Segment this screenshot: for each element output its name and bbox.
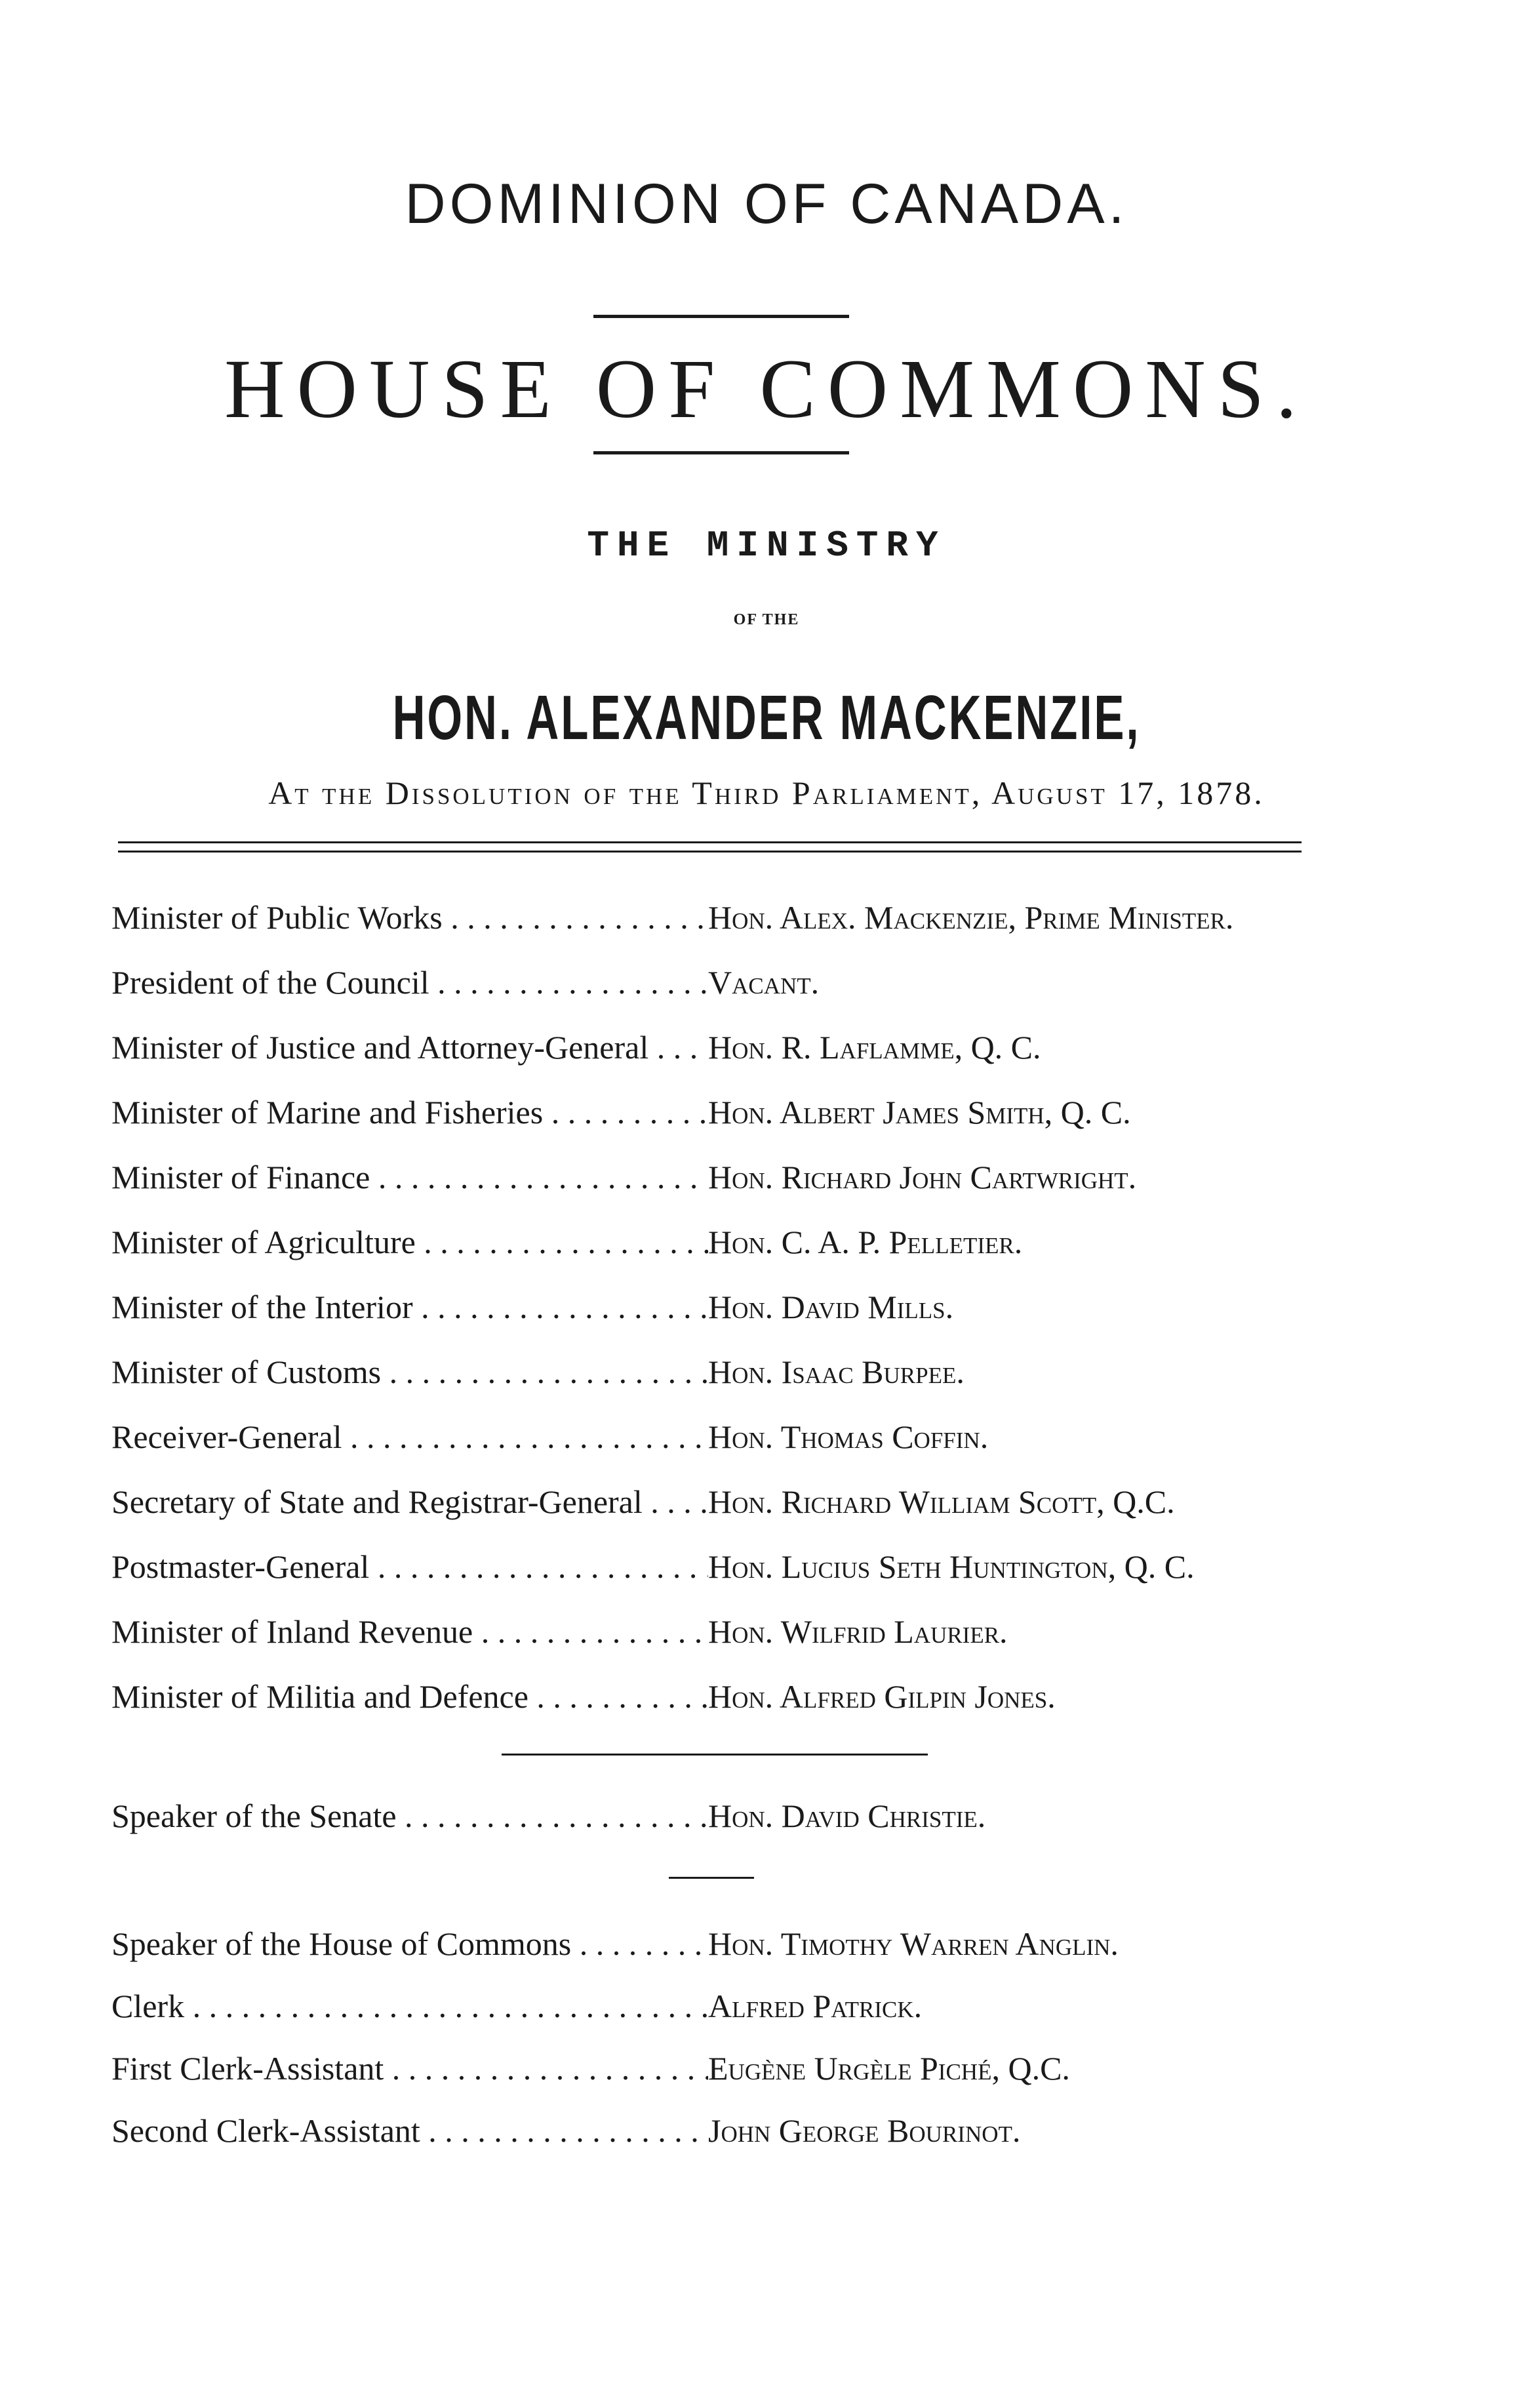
list-item (0, 1483, 1533, 1535)
office-holder: Alfred Patrick. (708, 1988, 923, 2024)
office-title: Second Clerk-Assistant . . . (111, 2112, 708, 2150)
ministry-heading: THE MINISTRY (587, 525, 946, 567)
office-holder: Hon. Wilfrid Laurier. (708, 1613, 1008, 1650)
office-title: Minister of Marine and Fisheries . . . (111, 1093, 708, 1131)
of-the-label: OF THE (733, 611, 800, 628)
list-item (0, 1677, 1533, 1730)
office-holder: Hon. David Mills. (708, 1289, 954, 1325)
divider-rule (502, 1754, 928, 1756)
office-title: Minister of Militia and Defence . . . (111, 1677, 708, 1716)
office-title: Speaker of the Senate . . . (111, 1797, 708, 1835)
office-title: Minister of Inland Revenue . . . (111, 1613, 708, 1651)
list-item (0, 1987, 1533, 2039)
list-item (0, 1613, 1533, 1665)
office-title: Clerk . . . (111, 1987, 708, 2025)
country-heading: DOMINION OF CANADA. (405, 172, 1128, 235)
divider-rule (593, 315, 849, 318)
office-holder: John George Bourinot. (708, 2112, 1021, 2149)
list-item (0, 1028, 1533, 1081)
office-holder: Hon. Isaac Burpee. (708, 1354, 965, 1390)
prime-minister-name: HON. ALEXANDER MACKENZIE, (392, 683, 1141, 753)
list-item (0, 1418, 1533, 1470)
office-title: Minister of Justice and Attorney-General . . . (111, 1028, 708, 1066)
office-holder: Hon. R. Laflamme, Q. C. (708, 1029, 1041, 1066)
office-holder: Hon. David Christie. (708, 1797, 986, 1834)
page-title: HOUSE OF COMMONS. (224, 342, 1309, 435)
office-holder: Hon. Alfred Gilpin Jones. (708, 1678, 1056, 1715)
list-item (0, 1093, 1533, 1146)
office-holder: Hon. Richard John Cartwright. (708, 1159, 1137, 1195)
list-item (0, 963, 1533, 1016)
list-item (0, 1158, 1533, 1211)
list-item (0, 2049, 1533, 2102)
office-title: Minister of Agriculture . . . (111, 1223, 708, 1261)
office-title: Secretary of State and Registrar-General . . . (111, 1483, 708, 1521)
office-holder: Hon. C. A. P. Pelletier. (708, 1224, 1023, 1260)
divider-rule (593, 451, 849, 454)
list-item (0, 1223, 1533, 1275)
office-title: Minister of the Interior . . . (111, 1288, 708, 1326)
office-holder: Hon. Timothy Warren Anglin. (708, 1925, 1119, 1962)
office-holder: Hon. Richard William Scott, Q.C. (708, 1483, 1175, 1520)
office-holder: Hon. Alex. Mackenzie, Prime Minister. (708, 899, 1234, 936)
office-holder: Eugène Urgèle Piché, Q.C. (708, 2050, 1070, 2087)
office-title: Speaker of the House of Commons . . . (111, 1925, 708, 1963)
divider-rule (669, 1877, 754, 1879)
double-rule-top (118, 841, 1302, 843)
office-title: President of the Council . . . (111, 963, 708, 1001)
office-holder: Vacant. (708, 964, 820, 1001)
office-title: First Clerk-Assistant . . . (111, 2049, 708, 2087)
list-item (0, 1288, 1533, 1340)
dissolution-line: At the Dissolution of the Third Parliament, August 17, 1878. (268, 774, 1265, 811)
list-item (0, 1548, 1533, 1600)
list-item (0, 1353, 1533, 1405)
office-holder: Hon. Albert James Smith, Q. C. (708, 1094, 1131, 1131)
double-rule-bottom (118, 851, 1302, 853)
list-item (0, 898, 1533, 951)
office-title: Postmaster-General . . . (111, 1548, 708, 1586)
office-title: Receiver-General . . . (111, 1418, 708, 1456)
list-item (0, 2112, 1533, 2164)
office-title: Minister of Customs . . . (111, 1353, 708, 1391)
list-item (0, 1925, 1533, 1977)
office-title: Minister of Finance . . . (111, 1158, 708, 1196)
office-title: Minister of Public Works . . . (111, 898, 708, 936)
office-holder: Hon. Thomas Coffin. (708, 1418, 989, 1455)
office-holder: Hon. Lucius Seth Huntington, Q. C. (708, 1548, 1195, 1585)
senate-speaker-row (0, 1797, 1533, 1849)
